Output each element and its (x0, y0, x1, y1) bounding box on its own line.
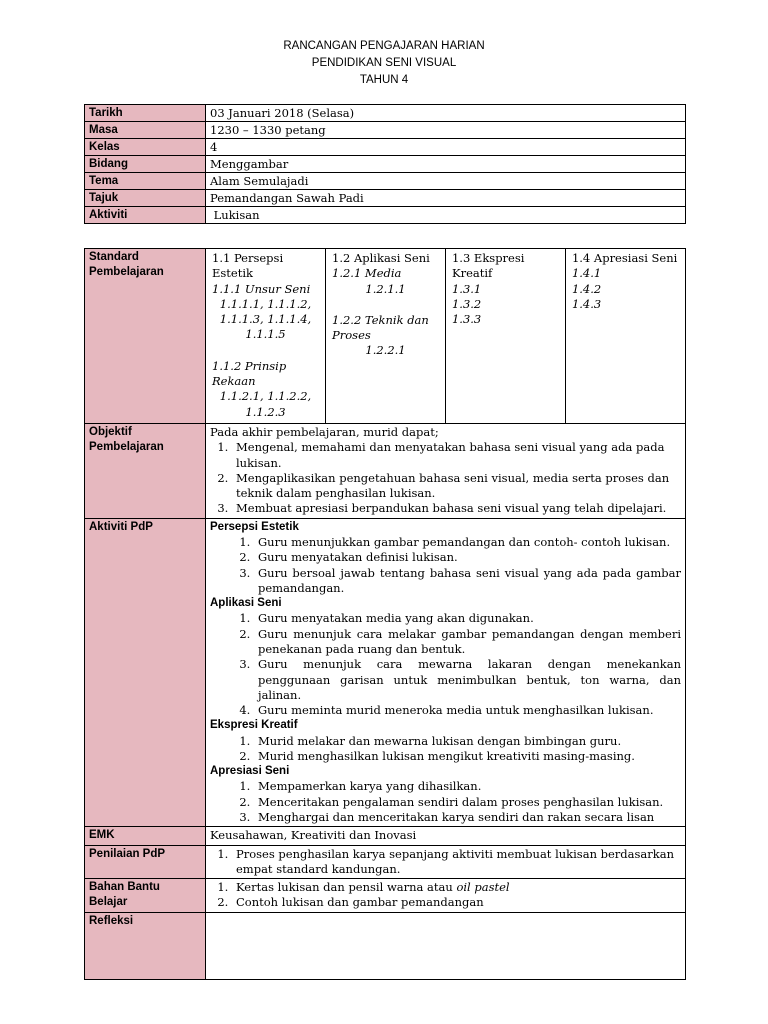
section-title: Ekspresi Kreatif (210, 719, 298, 732)
bidang-value: Menggambar (206, 156, 686, 173)
refleksi-value (206, 912, 686, 979)
tema-label: Tema (85, 173, 206, 190)
std-col4-item: 1.4.3 (571, 296, 602, 311)
tarikh-value: 03 Januari 2018 (Selasa) (206, 105, 686, 122)
penilaian-label: Penilaian PdP (85, 845, 206, 879)
penilaian-list (210, 847, 681, 878)
row-emk (85, 827, 686, 845)
objektif-list (210, 440, 681, 516)
kelas-value: 4 (206, 139, 686, 156)
bahan-cell (206, 879, 686, 913)
penilaian-cell (206, 845, 686, 879)
std-col1-a: 1.1.1 Unsur Seni (212, 281, 311, 296)
list-item: 1. Murid melakar dan mewarna lukisan dengan bimbingan guru. (254, 734, 681, 749)
list-item: 3. Membuat apresiasi berpandukan bahasa seni visual yang telah dipelajari. (232, 501, 681, 516)
std-col4-item: 1.4.2 (571, 281, 602, 296)
std-col1-title: 1.1 Persepsi Estetik (212, 251, 284, 281)
list-item: 1. Guru menyatakan media yang akan digunakan. (254, 611, 681, 626)
tema-value: Alam Semulajadi (206, 173, 686, 190)
row-bidang (85, 156, 686, 173)
std-col4-item: 1.4.1 (571, 266, 602, 281)
objektif-intro: Pada akhir pembelajaran, murid dapat; (210, 425, 439, 439)
list-item: 3. Menghargai dan menceritakan karya sendiri dan rakan secara lisan (254, 810, 681, 825)
list-item: 2. Contoh lukisan dan gambar pemandangan (232, 895, 681, 910)
standard-grid (206, 249, 685, 423)
masa-value: 1230 – 1330 petang (206, 122, 686, 139)
bidang-label: Bidang (85, 156, 206, 173)
row-masa (85, 122, 686, 139)
aktiviti-label: Aktiviti (85, 207, 206, 224)
aplikasi-list (210, 611, 681, 718)
aktiviti-pdp-label: Aktiviti PdP (85, 518, 206, 827)
list-item: 2. Guru menunjuk cara melakar gambar pemandangan dengan memberi penekanan pada ruang dan bentuk. (254, 627, 681, 658)
std-col4-title: 1.4 Apresiasi Seni (571, 251, 678, 265)
masa-label: Masa (85, 122, 206, 139)
list-item: 1. Mengenal, memahami dan menyatakan bahasa seni visual yang ada pada lukisan. (232, 440, 681, 471)
row-tarikh (85, 105, 686, 122)
bahan-item1-text: Kertas lukisan dan pensil warna atau (236, 880, 457, 895)
tajuk-label: Tajuk (85, 190, 206, 207)
refleksi-label: Refleksi (85, 912, 206, 979)
std-col-persepsi (206, 249, 326, 423)
row-bahan (85, 879, 686, 913)
header-subject: PENDIDIKAN SENI VISUAL (311, 57, 457, 69)
aktiviti-value: Lukisan (206, 207, 686, 224)
list-item: 2. Menceritakan pengalaman sendiri dalam proses penghasilan lukisan. (254, 795, 681, 810)
std-col3-item: 1.3.3 (451, 312, 482, 327)
row-tajuk (85, 190, 686, 207)
list-item: 2. Mengaplikasikan pengetahuan bahasa seni visual, media serta proses dan teknik dalam penghasilan lukisan. (232, 471, 681, 502)
std-col1-a-codes: 1.1.1.1, 1.1.1.2, 1.1.1.3, 1.1.1.4, 1.1.1.5 (219, 296, 312, 342)
list-item: 3. Guru menunjuk cara mewarna lakaran dengan menekankan penggunaan garisan untuk menimbulkan bentuk, ton warna, dan jalinan. (254, 657, 681, 703)
document-header (0, 38, 768, 89)
header-year: TAHUN 4 (359, 74, 409, 86)
row-aktiviti (85, 207, 686, 224)
list-item: 3. Guru bersoal jawab tentang bahasa seni visual yang ada pada gambar pemandangan. (254, 566, 681, 597)
header-title: RANCANGAN PENGAJARAN HARIAN (283, 40, 485, 52)
tajuk-value: Pemandangan Sawah Padi (206, 190, 686, 207)
row-objektif (85, 424, 686, 519)
std-col3-item: 1.3.2 (451, 296, 482, 311)
std-col2-a: 1.2.1 Media (332, 266, 402, 281)
row-aktiviti-pdp (85, 518, 686, 827)
std-col2-b-codes: 1.2.2.1 (365, 343, 406, 358)
list-item (232, 880, 681, 895)
row-tema (85, 173, 686, 190)
list-item: 2. Murid menghasilkan lukisan mengikut kreativiti masing-masing. (254, 749, 681, 764)
section-title: Apresiasi Seni (210, 765, 290, 778)
emk-value: Keusahawan, Kreativiti dan Inovasi (206, 827, 686, 845)
std-col1-b: 1.1.2 Prinsip Rekaan (212, 358, 287, 388)
row-standard (85, 249, 686, 424)
list-item: 2. Guru menyatakan definisi lukisan. (254, 550, 681, 565)
list-item: 1. Proses penghasilan karya sepanjang aktiviti membuat lukisan berdasarkan empat standard kandungan. (232, 847, 681, 878)
section-title: Aplikasi Seni (210, 597, 282, 610)
objektif-cell (206, 424, 686, 519)
bahan-label: Bahan Bantu Belajar (85, 879, 206, 913)
persepsi-list (210, 535, 681, 596)
aktiviti-pdp-cell (206, 518, 686, 827)
objektif-label: Objektif Pembelajaran (85, 424, 206, 519)
bahan-list (210, 880, 681, 911)
std-col3-title: 1.3 Ekspresi Kreatif (451, 251, 525, 281)
bahan-item1-italic: oil pastel (456, 880, 510, 895)
info-table (84, 104, 686, 224)
row-kelas (85, 139, 686, 156)
std-col2-title: 1.2 Aplikasi Seni (332, 251, 430, 265)
std-col-aplikasi (326, 249, 446, 423)
tarikh-label: Tarikh (85, 105, 206, 122)
lesson-plan-table (84, 248, 686, 980)
apresiasi-list (210, 779, 681, 825)
std-col3-item: 1.3.1 (451, 281, 482, 296)
list-item: 4. Guru meminta murid meneroka media untuk menghasilkan lukisan. (254, 703, 681, 718)
row-penilaian (85, 845, 686, 879)
std-col1-b-codes: 1.1.2.1, 1.1.2.2, 1.1.2.3 (219, 389, 312, 419)
std-col2-b: 1.2.2 Teknik dan Proses (332, 312, 429, 343)
standard-label: Standard Pembelajaran (85, 249, 206, 424)
list-item: 1. Mempamerkan karya yang dihasilkan. (254, 779, 681, 794)
row-refleksi (85, 912, 686, 979)
std-col-ekspresi (445, 249, 565, 423)
kelas-label: Kelas (85, 139, 206, 156)
std-col-apresiasi (565, 249, 685, 423)
emk-label: EMK (85, 827, 206, 845)
list-item: 1. Guru menunjukkan gambar pemandangan dan contoh- contoh lukisan. (254, 535, 681, 550)
ekspresi-list (210, 734, 681, 765)
section-title: Persepsi Estetik (210, 520, 299, 533)
standard-cell (206, 249, 686, 424)
std-col2-a-codes: 1.2.1.1 (365, 281, 406, 296)
